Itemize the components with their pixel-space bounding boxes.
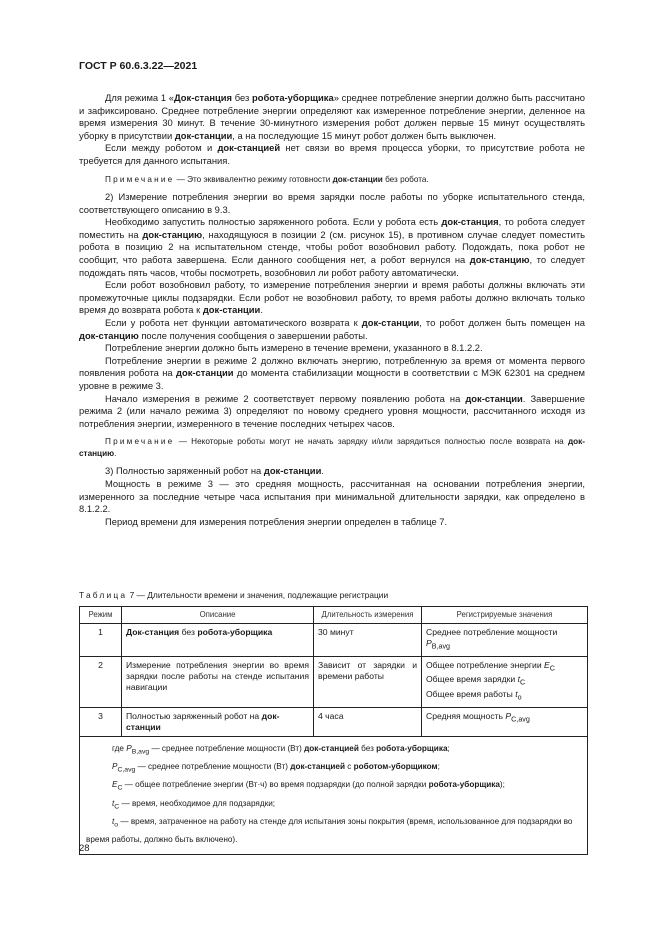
- paragraph: Начало измерения в режиме 2 соответствует первому появлению робота на док-станции. Завершение режима 2 (или начало режима 3) определяют по новому среднего уровня мощности, рассчитанного исходя из потребления энергии, измеренного в течение последних четырех часов.: [79, 392, 585, 429]
- paragraph: Если робот возобновил работу, то измерение потребления энергии и время работы должны включать эти промежуточные циклы подзарядки. Если робот не возобновил работу, то время работы должно включать только время до возврата робота к док-станции.: [79, 279, 585, 316]
- mode-cell: 3: [80, 707, 122, 736]
- legend-item: где $P_{B,avg}$ — среднее потребление мощности (Вт) док-станцией без робота-уборщика;: [112, 743, 450, 756]
- column-header: Режим: [80, 607, 122, 624]
- table-row: [80, 707, 588, 736]
- mode-cell: 1: [80, 624, 122, 657]
- document-header: ГОСТ Р 60.6.3.22—2021: [79, 60, 198, 72]
- column-header: Описание: [122, 607, 314, 624]
- body-text: [79, 92, 585, 528]
- paragraph: Если между роботом и док-станцией нет связи во время процесса уборки, то присутствие робота не требуется для данного испытания.: [79, 142, 585, 166]
- column-header: Регистрируемые значения: [422, 607, 588, 624]
- data-table: [79, 606, 588, 855]
- legend-item: $P_{C,avg}$ — среднее потребление мощности (Вт) док-станцией с роботом-уборщиком;: [112, 762, 440, 774]
- legend-item: $E_C$ — общее потребление энергии (Вт·ч) во время подзарядки (до полной зарядки робота-уборщика);: [112, 780, 505, 792]
- paragraph: Для режима 1 «Док-станция без робота-уборщика» среднее потребление энергии должно быть рассчитано и зафиксировано. Среднее потребление энергии определяют как измеренное потребление энергии, деленное на время измерения 30 минут. В течение 30-минутного измерения робот должен первые 15 минут осуществлять уборку в присутствии док-станции, а на последующие 15 минут робот должен быть выключен.: [79, 92, 585, 141]
- description-cell: Док-станция без робота-уборщика: [122, 624, 314, 657]
- table-row: [80, 656, 588, 707]
- description-cell: Полностью заряженный робот на док-станции: [122, 707, 314, 736]
- paragraph: 3) Полностью заряженный робот на док-станции.: [105, 465, 324, 477]
- paragraph: Период времени для измерения потребления энергии определен в таблице 7.: [105, 515, 448, 527]
- table-row: [80, 624, 588, 657]
- paragraph: 2) Измерение потребления энергии во время зарядки после работы по уборке испытательного стенда, соответствующего описанию в 9.3.: [79, 191, 585, 215]
- table-header-row: [80, 607, 588, 624]
- table-legend: [80, 736, 588, 854]
- paragraph: Мощность в режиме 3 — это средняя мощность, рассчитанная на основании потребления энергии, измеренного за последние четыре часа испытания при минимальной длительности зарядки, как определено в 8.1.2.2.: [79, 477, 585, 515]
- table-caption: Таблица 7 — Длительности времени и значения, подлежащие регистрации: [79, 590, 389, 600]
- paragraph: Потребление энергии в режиме 2 должно включать энергию, потребленную за время от момента первого появления робота на док-станции до момента стабилизации мощности в соответствии с МЭК 62301 на среднем уровне в режиме 3.: [79, 354, 585, 391]
- duration-cell: 30 минут: [314, 624, 422, 657]
- duration-cell: 4 часа: [314, 707, 422, 736]
- mode-cell: 2: [80, 656, 122, 707]
- note: Примечание — Это эквивалентно режиму готовности док-станции без робота.: [105, 174, 429, 184]
- legend-item: $t_C$ — время, необходимое для подзарядки;: [112, 798, 276, 811]
- page-number: 28: [79, 843, 90, 854]
- description-cell: Измерение потребления энергии во время зарядки после работы на стенде испытания навигации: [122, 656, 314, 707]
- paragraph: Потребление энергии должно быть измерено в течение времени, указанного в 8.1.2.2.: [105, 342, 483, 354]
- paragraph: Необходимо запустить полностью заряженного робота. Если у робота есть док-станция, то робота следует поместить на док-станцию, находящуюся в позиции 2 (см. рисунок 15), в противном случае следует поместить робота в позицию 2 на испытательном стенде, чтобы робот возобновил работу. Подождать, пока робот не сообщит, что работа завершена. Если данного сообщения нет, а робот вернулся на док-станцию, то следует подождать пять часов, чтобы посмотреть, возобновил ли робот работу автоматически.: [79, 216, 586, 278]
- values-cell: Общее потребление энергии $E_C$ Общее время зарядки $t_C$ Общее время работы $t_o$: [422, 656, 588, 707]
- legend-item: $t_o$ — время, затраченное на работу на стенде для испытания зоны покрытия (время, использованное для подзарядки во время работы, должно быть включено).: [86, 816, 573, 845]
- table-legend-row: [80, 736, 588, 854]
- duration-cell: Зависит от зарядки и времени работы: [314, 656, 422, 707]
- note: Примечание — Некоторые роботы могут не начать зарядку и/или зарядиться полностью после возврата на док-станцию.: [79, 437, 585, 458]
- values-cell: Среднее потребление мощности $P_{B,avg}$: [422, 624, 588, 657]
- paragraph: Если у робота нет функции автоматического возврата к док-станции, то робот должен быть помещен на док-станцию после получения сообщения о завершении работы.: [79, 317, 585, 341]
- column-header: Длительность измерения: [314, 607, 422, 624]
- values-cell: Средняя мощность $P_{C,avg}$: [422, 707, 588, 736]
